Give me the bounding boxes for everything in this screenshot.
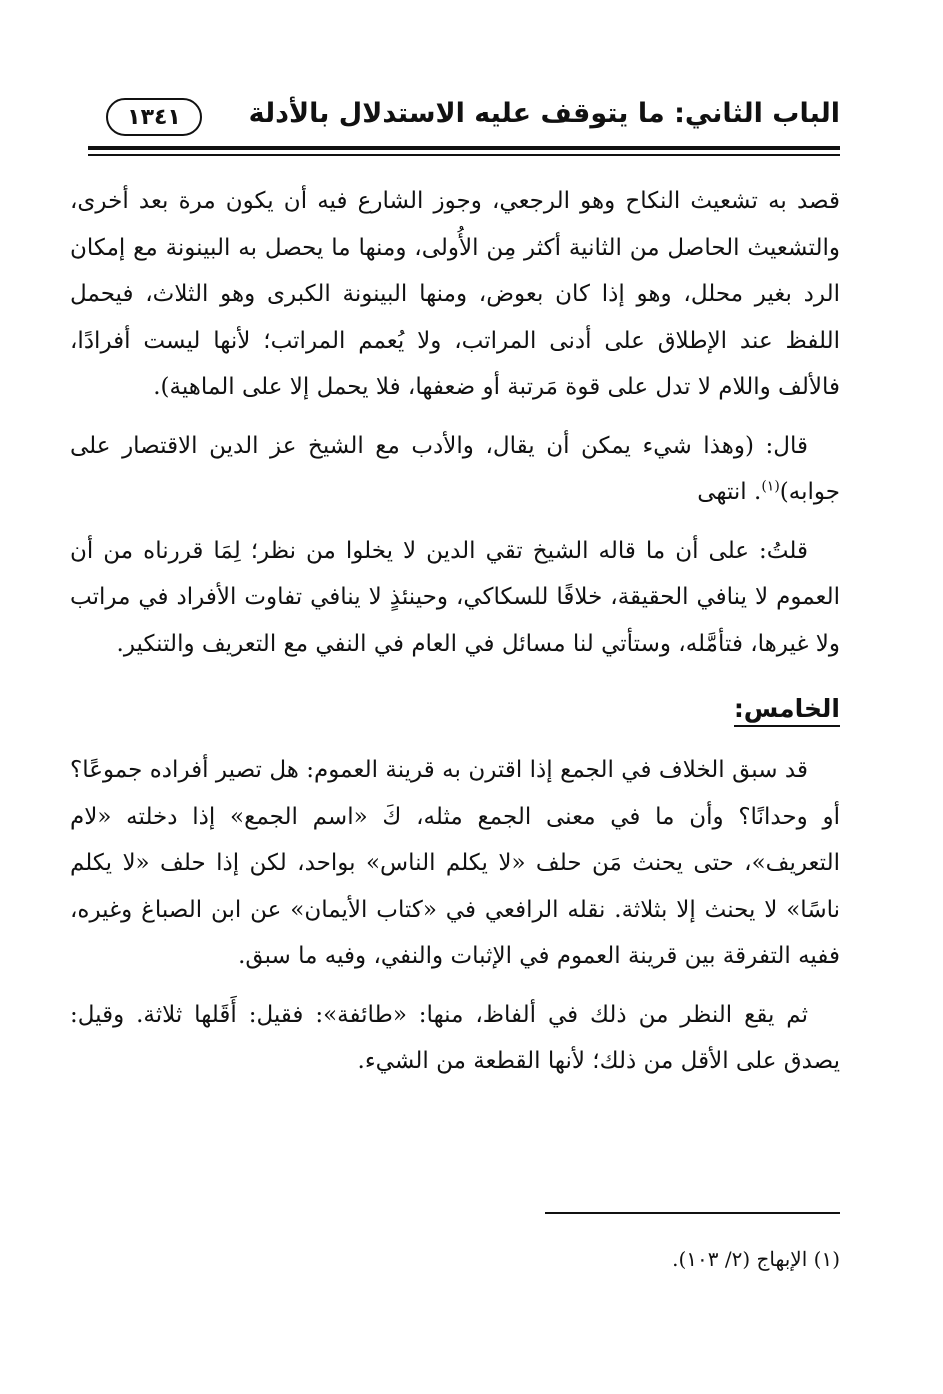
header-rule-thin xyxy=(88,154,840,156)
paragraph-2 xyxy=(70,423,840,516)
running-title: الباب الثاني: ما يتوقف عليه الاستدلال بالأدلة xyxy=(248,98,840,129)
section-heading xyxy=(70,689,840,729)
footnote-separator xyxy=(545,1212,840,1214)
paragraph-4: قد سبق الخلاف في الجمع إذا اقترن به قرينة العموم: هل تصير أفراده جموعًا؟ أو وحدانًا؟ وأن ما في معنى الجمع مثله، كَ «اسم الجمع» إذا دخلته «لام التعريف»، حتى يحنث مَن حلف «لا يكلم الناس» بواحد، لكن إذا حلف «لا يكلم ناسًا» لا يحنث إلا بثلاثة. نقله الرافعي في «كتاب الأيمان» عن ابن الصباغ وغيره، ففيه التفرقة بين قرينة العموم في الإثبات والنفي، وفيه ما سبق. xyxy=(70,757,840,969)
paragraph-3: قلتُ: على أن ما قاله الشيخ تقي الدين لا يخلوا من نظر؛ لِمَا قررناه من أن العموم لا ينافي الحقيقة، خلافًا للسكاكي، وحينئذٍ لا ينافي تفاوت الأفراد في مراتب ولا غيرها، فتأمَّله، وستأتي لنا مسائل في العام في النفي مع التعريف والتنكير. xyxy=(70,537,840,657)
paragraph-2-tail: . انتهى xyxy=(697,479,762,505)
section-heading-text: الخامس: xyxy=(734,694,840,727)
footnote-reference: (١) xyxy=(761,478,780,495)
page-number: ١٣٤١ xyxy=(106,98,202,136)
main-text xyxy=(70,178,840,1097)
footnote: (١) الإبهاج (٢/ ١٠٣). xyxy=(672,1247,840,1271)
paragraph-5: ثم يقع النظر من ذلك في ألفاظ، منها: «طائفة»: فقيل: أَقَلها ثلاثة. وقيل: يصدق على الأقل من ذلك؛ لأنها القطعة من الشيء. xyxy=(70,1001,840,1074)
paragraph-1: قصد به تشعيث النكاح وهو الرجعي، وجوز الشارع فيه أن يكون مرة بعد أخرى، والتشعيث الحاصل من الثانية أكثر مِن الأُولى، ومنها ما يحصل به البينونة مع إمكان الرد بغير محلل، وهو إذا كان بعوض، ومنها البينونة الكبرى وهو الثلاث، فيحمل اللفظ عند الإطلاق على أدنى المراتب، ولا يُعمم المراتب؛ لأنها ليست أفرادًا، فالألف واللام لا تدل على قوة مَرتبة أو ضعفها، فلا يحمل إلا على الماهية). xyxy=(70,188,840,400)
header-rule-thick xyxy=(88,146,840,150)
paragraph-2-text: قال: (وهذا شيء يمكن أن يقال، والأدب مع الشيخ عز الدين الاقتصار على جوابه) xyxy=(70,432,840,505)
page-header xyxy=(88,92,840,142)
